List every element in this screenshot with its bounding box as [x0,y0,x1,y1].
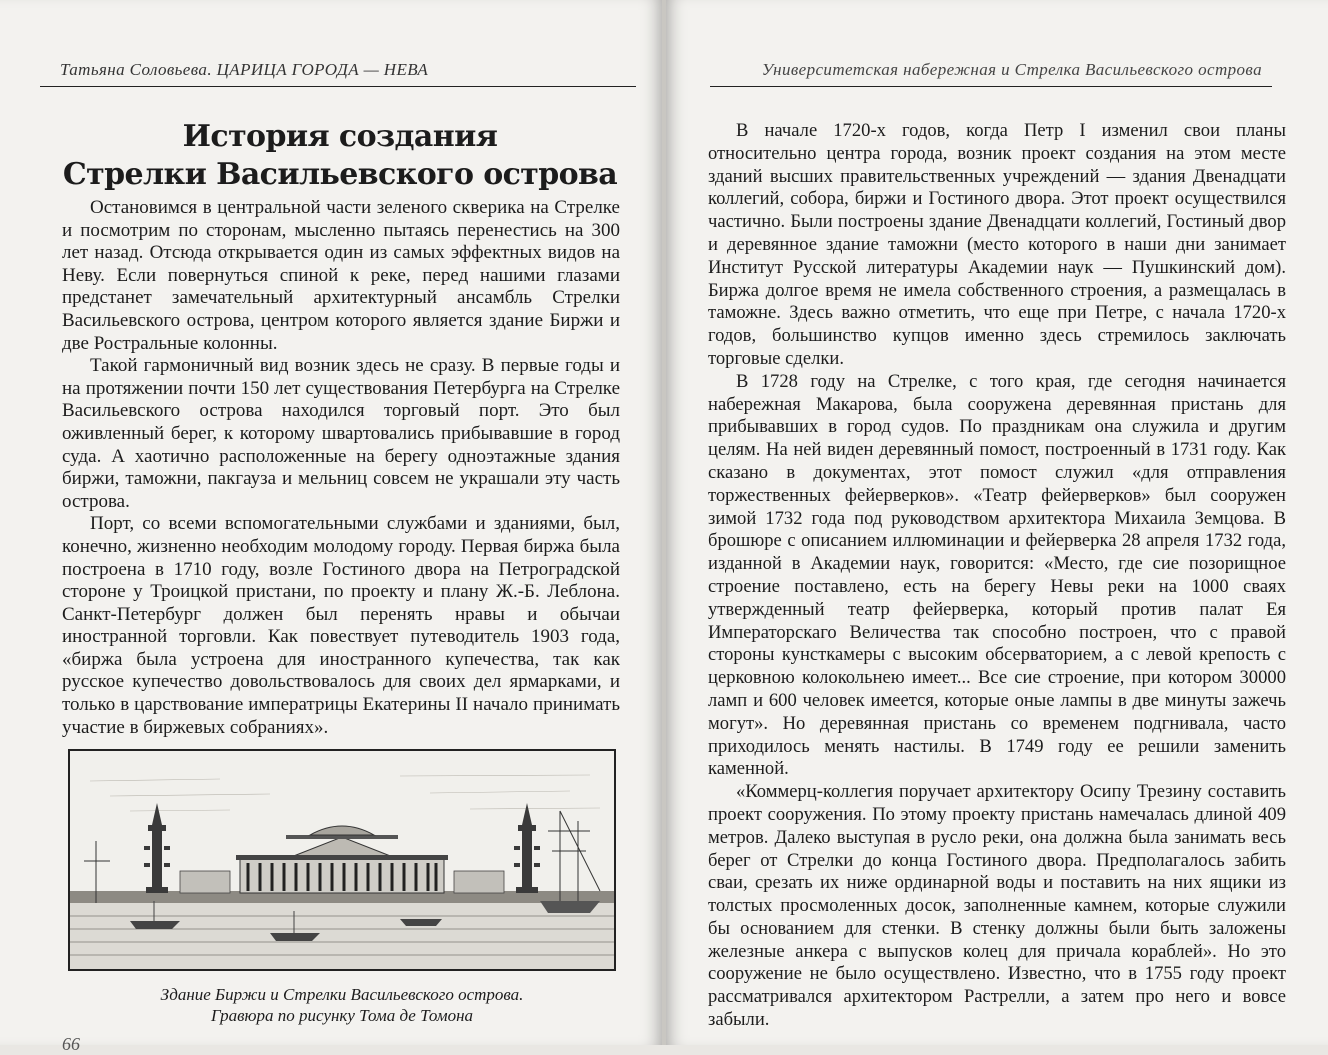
left-page [0,0,662,1054]
engraving-illustration [68,749,616,971]
header-rule-right [710,86,1272,87]
paragraph: Такой гармоничный вид возник здесь не сразу. В первые годы и на протяжении почти 150 лет существования Петербурга на Стрелке Васильевского острова находился торговый порт. Это был оживленный берег, к которому швартовались прибывавшие в город суда. А хаотично расположенные на берегу одноэтажные здания биржи, таможни, пакгауза и мельниц совсем не украшали эту часть острова. [62,355,620,512]
paragraph: В 1728 году на Стрелке, с того края, где сегодня начинается набережная Макарова, была сооружена деревянная пристань для прибывавших в город судов. По праздникам она служила и другим целям. На ней виден деревянный помост, построенный в 1731 году. Как сказано в документах, этот помост служил «для отправления торжественных фейерверков». «Театр фейерверков» был сооружен зимой 1732 года под руководством архитектора Михаила Земцова. В брошюре с описанием иллюминации и фейерверка 28 апреля 1732 года, изданной в Академии наук, говорится: «Место, где сие позорищное строение поставлено, есть на берегу Невы реки на 1000 сваях утвержденный театр фейерверка, который против палат Ея Императорскаго Величества так способно построен, что с правой стороны кунсткамеры с высоким обсерваторием, а с левой крепость с церковною колокольнею имеет... Все сие строение, при котором 30000 ламп и 600 человек имеется, которые оные лампы в две минуты зажечь могут». Но деревянная пристань со временем подгнивала, часто приходилось менять настилы. В 1749 году ее решили заменить каменной. [708,370,1286,780]
caption-line-1: Здание Биржи и Стрелки Васильевского острова. [160,985,524,1004]
paragraph: «Коммерц-коллегия поручает архитектору Осипу Трезину составить проект сооружения. По этому проекту пристань намечалась длиной 409 метров. Далеко выступая в русло реки, она должна была занимать весь берег от Стрелки до конца Гостиного двора. Предполагалось забить сваи, срезать их ниже ординарной воды и поставить на них ящики из толстых просмоленных досок, заполненные камнем, которые служили бы основанием для стенки. В стенку должны были быть заложены железные анкера с выпусков колец для причала кораблей». Но это сооружение не было осуществлено. Известно, что в 1755 году проект рассматривался архитектором Растрелли, а затем про него и вовсе забыли. [708,781,1286,1031]
left-body-text [62,197,620,739]
paragraph: Порт, со всеми вспомогательными службами и зданиями, был, конечно, жизненно необходим молодому городу. Первая биржа была построена в 1710 году, возле Гостиного двора на Петроградской стороне у Троицкой пристани, по проекту и плану Ж.-Б. Леблона. Санкт-Петербург должен был перенять нравы и обычаи иностранной торговли. Как повествует путеводитель 1903 года, «биржа была устроена для иностранного купечества, так как русское купечество довольствовалось для своих дел ярмарками, и только в царствование императрицы Екатерины II начало принимать участие в биржевых собраниях». [62,513,620,738]
running-head-left: Татьяна Соловьева. ЦАРИЦА ГОРОДА — НЕВА [60,60,429,79]
right-page [666,0,1328,1045]
paragraph: В начале 1720-х годов, когда Петр I изменил свои планы относительно центра города, возник проект создания на этом месте зданий высших правительственных учреждений — здания Двенадцати коллегий, собора, биржи и Гостиного двора. Этот проект осуществился частично. Были построены здание Двенадцати коллегий, Гостиный двор и деревянное здание таможни (место которого в наши дни занимает Институт Русской литературы Академии наук — Пушкинский дом). Биржа долгое время не имела собственного строения, а размещалась в таможне. Здесь важно отметить, что еще при Петре, с начала 1720-х годов, большинство купцов именно здесь стремилось заключать торговые сделки. [708,120,1286,369]
chapter-title-line-2: Стрелки Васильевского острова [62,157,618,192]
chapter-title-line-1: История создания [182,119,498,154]
header-rule-left [40,86,636,87]
page-number: 66 [62,1034,80,1054]
caption-line-2: Гравюра по рисунку Тома де Томона [210,1006,474,1025]
exchange-building-engraving [70,751,614,969]
running-head-right: Университетская набережная и Стрелка Васильевского острова [761,60,1262,79]
chapter-title [60,118,620,194]
right-body-text [708,120,1286,1032]
paragraph: Остановимся в центральной части зеленого скверика на Стрелке и посмотрим по сторонам, мысленно пытаясь перенестись на 300 лет назад. Отсюда открывается один из самых эффектных видов на Неву. Если повернуться спиной к реке, перед нашими глазами предстанет замечательный архитектурный ансамбль Стрелки Васильевского острова, центром которого является здание Биржи и две Ростральные колонны. [62,197,620,354]
figure-caption [62,984,622,1026]
